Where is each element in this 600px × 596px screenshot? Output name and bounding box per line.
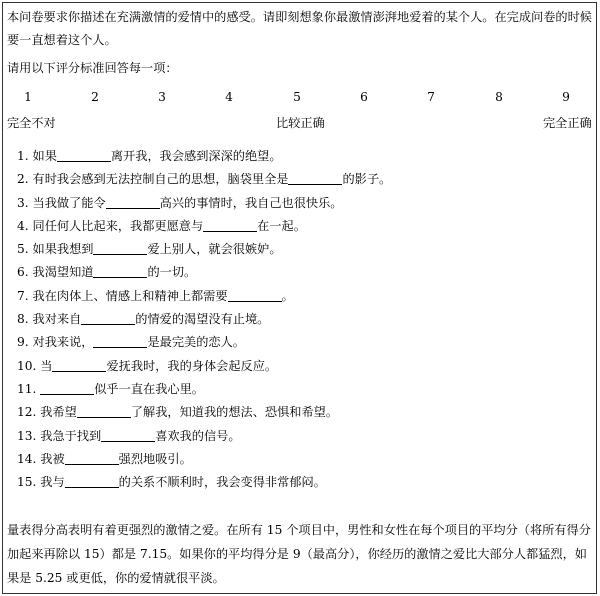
answer-blank [77,403,131,418]
answer-blank [228,287,282,302]
list-item: 3. 当我做了能令 高兴的事情时，我自己也很快乐。 [17,195,343,210]
answer-blank [52,357,106,372]
scale-number: 8 [495,90,503,104]
scoring-paragraph: 量表得分高表明有着更强烈的激情之爱。在所有 15 个项目中，男性和女性在每个项目的平均分（将所有得分加起来再除以 15）都是 7.15。如果你的平均得分是 9（最高分），你经历的激情之爱比大部分人都猛烈，如果是 5.25 或更低，你的爱情就很平淡。 [7,523,591,585]
scale-number: 4 [225,90,233,104]
scale-number: 7 [427,90,435,104]
instruction-text: 请用以下评分标准回答每一项： [7,61,178,75]
scale-number: 1 [24,90,32,104]
scale-label-mid: 比较正确 [276,116,325,130]
list-item: 5. 如果我想到 爱上别人，就会很嫉妒。 [17,242,282,257]
list-item: 9. 对我来说， 是最完美的恋人。 [17,335,245,350]
answer-blank [93,263,147,278]
list-item: 13. 我急于找到 喜欢我的信号。 [17,428,241,443]
answer-blank [81,310,135,325]
list-item: 8. 我对来自 的情爱的渴望没有止境。 [17,312,270,327]
answer-blank [93,240,147,255]
list-item: 4. 同任何人比起来，我都更愿意与 在一起。 [17,218,306,233]
scale-number: 2 [91,90,99,104]
answer-blank [65,450,119,465]
list-item: 2. 有时我会感到无法控制自己的思想，脑袋里全是 的影子。 [17,172,392,187]
scale-number: 3 [158,90,166,104]
answer-blank [101,427,155,442]
answer-blank [65,473,119,488]
scale-number: 6 [360,90,368,104]
answer-blank [288,170,342,185]
questionnaire-items [17,146,391,495]
scale-number: 5 [293,90,301,104]
rating-scale-numbers [8,90,588,110]
scale-number: 9 [562,90,570,104]
list-item: 14. 我被 强烈地吸引。 [17,451,192,466]
list-item: 1. 如果 离开我，我会感到深深的绝望。 [17,149,282,163]
answer-blank [57,147,111,162]
list-item: 7. 我在肉体上、情感上和精神上都需要 。 [17,288,294,303]
intro-paragraph: 本问卷要求你描述在充满激情的爱情中的感受。请即刻想象你最激情澎湃地爱着的某个人。在完成问卷的时候要一直想着这个人。 [7,10,592,47]
scale-label-high: 完全正确 [543,116,592,130]
list-item: 12. 我希望 了解我，知道我的想法、恐惧和希望。 [17,405,339,420]
answer-blank [93,333,147,348]
answer-blank [203,217,257,232]
answer-blank [106,194,160,209]
rating-scale-labels [7,114,593,134]
answer-blank [40,380,94,395]
list-item: 10. 当 爱抚我时，我的身体会起反应。 [17,358,278,373]
list-item: 11. 似乎一直在我心里。 [17,381,204,396]
scale-label-low: 完全不对 [7,116,56,130]
list-item: 15. 我与 的关系不顺利时，我会变得非常郁闷。 [17,475,326,490]
list-item: 6. 我渴望知道 的一切。 [17,265,197,280]
